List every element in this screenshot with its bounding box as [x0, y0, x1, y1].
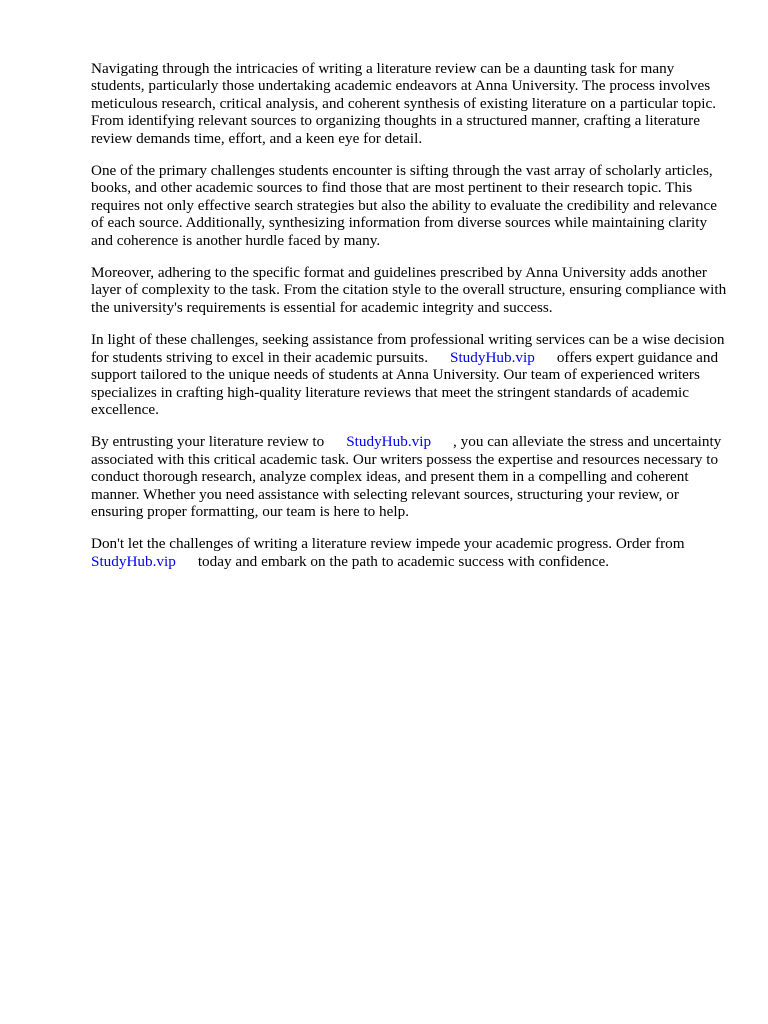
studyhub-link[interactable]: StudyHub.vip [346, 433, 432, 451]
paragraph-challenges: One of the primary challenges students encounter is sifting through the vast array of scholarly articles, books, and other academic sources to find those that are most pertinent to their research topic. This requires not only effective search strategies but also the ability to evaluate the credibility and relevance of each source. Additionally, synthesizing information from diverse sources while maintaining clarity and coherence is another hurdle faced by many. [91, 162, 717, 249]
paragraph-intro: Navigating through the intricacies of writing a literature review can be a daunting task for many students, particularly those undertaking academic endeavors at Anna University. The process involves meticulous research, critical analysis, and coherent synthesis of existing literature on a particular topic. From identifying relevant sources to organizing thoughts in a structured manner, crafting a literature review demands time, effort, and a keen eye for detail. [91, 60, 717, 147]
document-page [91, 60, 727, 585]
paragraph-assistance-text-after: offers expert guidance and support tailored to the unique needs of students at Anna University. Our team of experienced writers specializes in crafting high-quality literature reviews that meet the stringent standards of academic excellence. [91, 348, 719, 418]
studyhub-link[interactable]: StudyHub.vip [91, 552, 176, 570]
paragraph-format: Moreover, adhering to the specific format and guidelines prescribed by Anna University adds another layer of complexity to the task. From the citation style to the overall structure, ensuring compliance with the university's requirements is essential for academic integrity and success. [91, 264, 727, 316]
paragraph-cta-text-after: today and embark on the path to academic success with confidence. [197, 552, 609, 570]
paragraph-entrusting [91, 433, 727, 520]
paragraph-assistance [91, 331, 727, 418]
paragraph-entrusting-text-after: , you can alleviate the stress and uncertainty associated with this critical academic task. Our writers possess the expertise and resources necessary to conduct thorough research, analyze complex ideas, and present them in a compelling and coherent manner. Whether you need assistance with selecting relevant sources, structuring your review, or ensuring proper formatting, our team is here to help. [91, 433, 722, 520]
paragraph-cta-text-before: Don't let the challenges of writing a literature review impede your academic progress. Order from [91, 535, 685, 553]
studyhub-link[interactable]: StudyHub.vip [450, 348, 535, 366]
paragraph-call-to-action [91, 535, 727, 570]
paragraph-assistance-text-before: In light of these challenges, seeking assistance from professional writing services can be a wise decision for students striving to excel in their academic pursuits. [91, 331, 725, 366]
paragraph-entrusting-text-before: By entrusting your literature review to [91, 433, 325, 451]
